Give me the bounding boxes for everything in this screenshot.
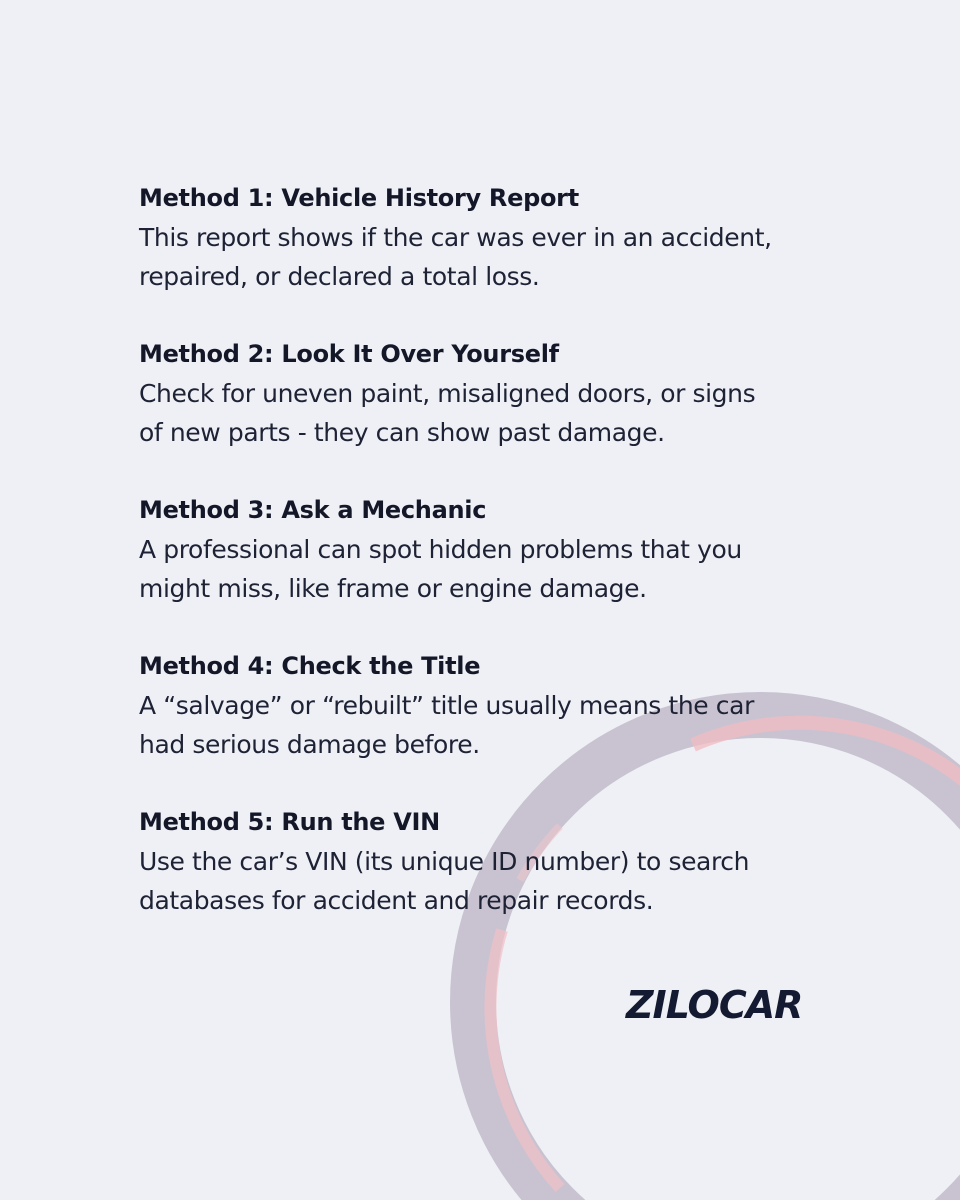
method-description (139, 374, 859, 452)
method-description (139, 686, 859, 764)
method-title: Method 1: Vehicle History Report (139, 184, 579, 212)
description-line: might miss, like frame or engine damage. (139, 574, 647, 603)
description-line: of new parts - they can show past damage. (139, 418, 665, 447)
method-description (139, 530, 859, 608)
method-description (139, 842, 859, 920)
method-title: Method 2: Look It Over Yourself (139, 340, 559, 368)
description-line: repaired, or declared a total loss. (139, 262, 540, 291)
method-1 (139, 179, 859, 296)
method-title: Method 3: Ask a Mechanic (139, 496, 487, 524)
zilocar-logo: ZILOCAR (626, 983, 803, 1027)
method-title: Method 5: Run the VIN (139, 808, 440, 836)
description-line: This report shows if the car was ever in an accident, (139, 223, 772, 252)
description-line: had serious damage before. (139, 730, 480, 759)
method-2 (139, 335, 859, 452)
description-line: A “salvage” or “rebuilt” title usually means the car (139, 691, 754, 720)
description-line: A professional can spot hidden problems that you (139, 535, 742, 564)
method-5 (139, 803, 859, 920)
method-3 (139, 491, 859, 608)
description-line: Use the car’s VIN (its unique ID number) to search (139, 847, 750, 876)
description-line: databases for accident and repair records. (139, 886, 654, 915)
method-4 (139, 647, 859, 764)
description-line: Check for uneven paint, misaligned doors, or signs (139, 379, 756, 408)
methods-list (139, 179, 859, 959)
method-description (139, 218, 859, 296)
method-title: Method 4: Check the Title (139, 652, 481, 680)
